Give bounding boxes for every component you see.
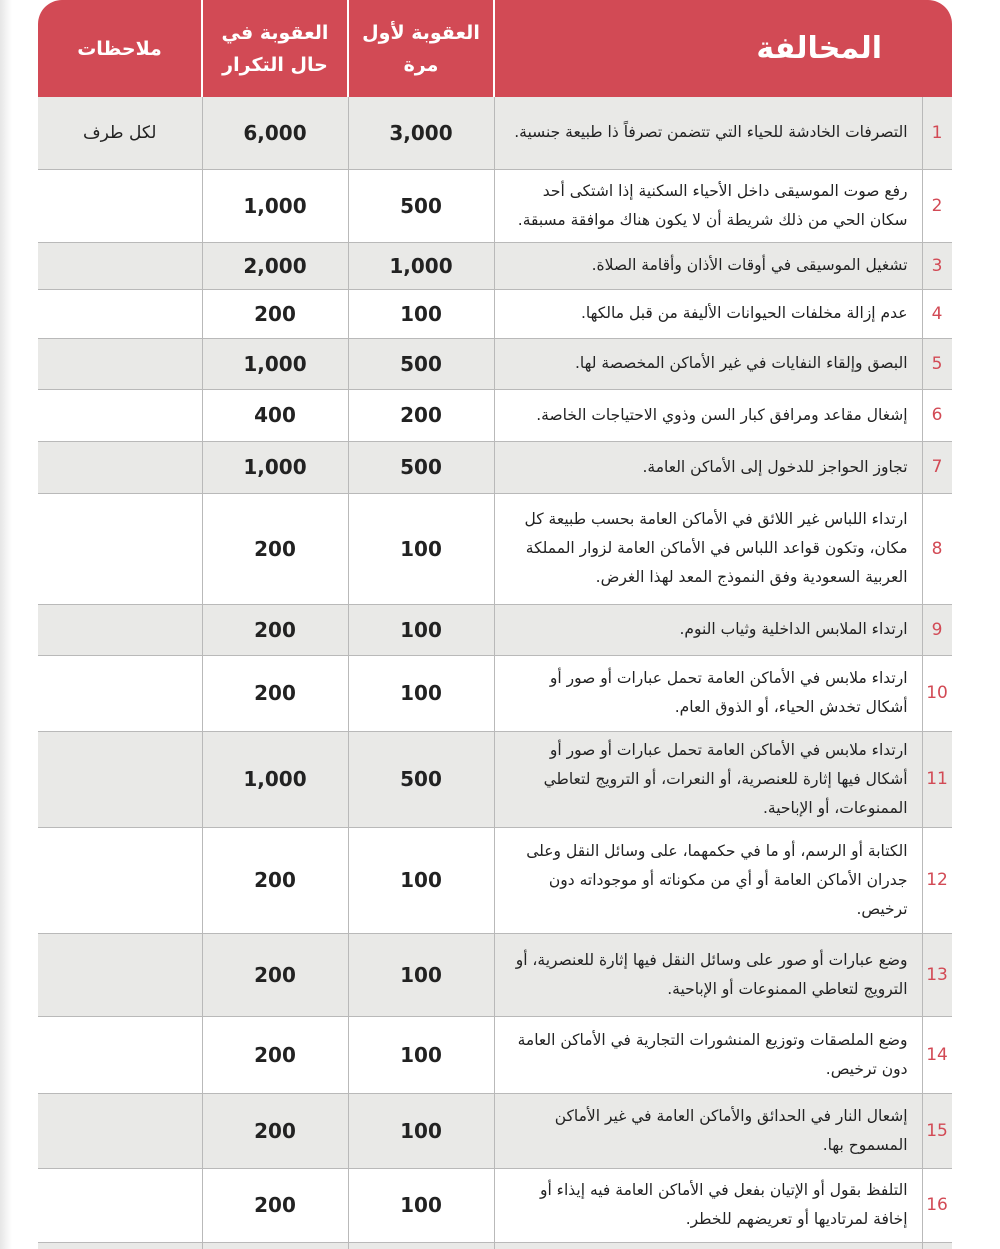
first-penalty-value: 500 <box>348 338 494 389</box>
table-row <box>38 1168 952 1242</box>
note-value <box>38 493 202 604</box>
first-penalty-value: 100 <box>348 827 494 933</box>
notes-header-label: ملاحظات <box>77 37 162 60</box>
notes-header <box>38 0 202 97</box>
row-number: 3 <box>922 242 952 289</box>
repeat-penalty-value: 1,000 <box>202 441 348 493</box>
row-number: 10 <box>922 655 952 731</box>
violation-text: ارتداء ملابس في الأماكن العامة تحمل عبارات أو صور أو أشكال تخدش الحياء، أو الذوق العام. <box>494 655 922 731</box>
note-value <box>38 169 202 242</box>
table-row <box>38 97 952 169</box>
repeat-penalty-value: 6,000 <box>202 97 348 169</box>
row-number: 7 <box>922 441 952 493</box>
violation-text: التلفظ بقول أو الإتيان بفعل في الأماكن العامة فيه إيذاء أو إخافة لمرتاديها أو تعريضهم للخطر. <box>494 1168 922 1242</box>
repeat-penalty-header-line2: حال التكرار <box>222 53 328 76</box>
row-number: 12 <box>922 827 952 933</box>
repeat-penalty-value: 200 <box>202 1016 348 1093</box>
note-value <box>38 731 202 827</box>
repeat-penalty-header-line1: العقوبة في <box>221 21 329 44</box>
first-penalty-value: 100 <box>348 1093 494 1168</box>
first-penalty-value: 100 <box>348 1168 494 1242</box>
first-penalty-header-line1: العقوبة لأول <box>362 21 480 44</box>
violation-text: إشعال النار في الحدائق والأماكن العامة في غير الأماكن المسموح بها. <box>494 1093 922 1168</box>
table-row <box>38 441 952 493</box>
first-penalty-header-line2: مرة <box>403 53 439 76</box>
violation-text: ارتداء اللباس غير اللائق في الأماكن العامة بحسب طبيعة كل مكان، وتكون قواعد اللباس في الأماكن العامة لزوار المملكة العربية السعودية وفق النموذج المعد لهذا الغرض. <box>494 493 922 604</box>
violation-text: ارتداء الملابس الداخلية وثياب النوم. <box>494 604 922 655</box>
table-row <box>38 338 952 389</box>
row-number: 6 <box>922 389 952 441</box>
table-row <box>38 242 952 289</box>
table-row <box>38 1093 952 1168</box>
violation-text: التصرفات الخادشة للحياء التي تتضمن تصرفاً ذا طبيعة جنسية. <box>494 97 922 169</box>
note-value <box>38 827 202 933</box>
violation-text: تشغيل الموسيقى في أوقات الأذان وأقامة الصلاة. <box>494 242 922 289</box>
row-number: 13 <box>922 933 952 1016</box>
table-row <box>38 1016 952 1093</box>
row-number: 8 <box>922 493 952 604</box>
row-number: 9 <box>922 604 952 655</box>
violation-text-empty <box>494 1242 922 1249</box>
note-value <box>38 1016 202 1093</box>
note-value <box>38 933 202 1016</box>
first-penalty-value: 1,000 <box>348 242 494 289</box>
penalties-table-container <box>38 0 952 1249</box>
first-penalty-header <box>348 0 494 97</box>
first-penalty-value: 100 <box>348 1016 494 1093</box>
note-value <box>38 441 202 493</box>
row-number: 4 <box>922 289 952 338</box>
repeat-penalty-value: 1,000 <box>202 169 348 242</box>
first-penalty-value: 100 <box>348 604 494 655</box>
table-row-partial <box>38 1242 952 1249</box>
note-value <box>38 389 202 441</box>
first-penalty-value: 500 <box>348 169 494 242</box>
note-value <box>38 1168 202 1242</box>
repeat-penalty-value: 200 <box>202 655 348 731</box>
first-penalty-value: 100 <box>348 933 494 1016</box>
row-number: 11 <box>922 731 952 827</box>
repeat-penalty-value: 200 <box>202 1093 348 1168</box>
violation-text: الكتابة أو الرسم، أو ما في حكمهما، على وسائل النقل وعلى جدران الأماكن العامة أو أي من مكوناته أو موجوداته دون ترخيص. <box>494 827 922 933</box>
note-value <box>38 338 202 389</box>
row-number: 15 <box>922 1093 952 1168</box>
table-row <box>38 604 952 655</box>
penalties-table <box>38 0 952 1249</box>
violation-header <box>494 0 952 97</box>
repeat-penalty-value: 2,000 <box>202 242 348 289</box>
violation-text: تجاوز الحواجز للدخول إلى الأماكن العامة. <box>494 441 922 493</box>
repeat-penalty-value: 200 <box>202 604 348 655</box>
violation-text: عدم إزالة مخلفات الحيوانات الأليفة من قبل مالكها. <box>494 289 922 338</box>
repeat-penalty-value: 200 <box>202 493 348 604</box>
note-value <box>38 242 202 289</box>
table-row <box>38 933 952 1016</box>
table-row <box>38 389 952 441</box>
table-row <box>38 493 952 604</box>
first-penalty-value: 100 <box>348 655 494 731</box>
note-value <box>38 604 202 655</box>
table-row <box>38 731 952 827</box>
note-empty <box>38 1242 202 1249</box>
repeat-penalty-value: 1,000 <box>202 731 348 827</box>
table-header <box>38 0 952 97</box>
table-body <box>38 97 952 1249</box>
first-penalty-value: 500 <box>348 441 494 493</box>
first-penalty-value: 500 <box>348 731 494 827</box>
first-penalty-value: 200 <box>348 389 494 441</box>
row-number: 14 <box>922 1016 952 1093</box>
row-number: 2 <box>922 169 952 242</box>
repeat-penalty-empty <box>202 1242 348 1249</box>
first-penalty-value: 100 <box>348 493 494 604</box>
repeat-penalty-header <box>202 0 348 97</box>
violation-header-label: المخالفة <box>756 30 883 66</box>
table-row <box>38 169 952 242</box>
page-edge-shadow <box>0 0 12 1249</box>
row-number: 5 <box>922 338 952 389</box>
violation-text: ارتداء ملابس في الأماكن العامة تحمل عبارات أو صور أو أشكال فيها إثارة للعنصرية، أو النعرات، أو الترويج لتعاطي الممنوعات، أو الإباحية. <box>494 731 922 827</box>
note-value <box>38 1093 202 1168</box>
row-number: 1 <box>922 97 952 169</box>
repeat-penalty-value: 200 <box>202 827 348 933</box>
first-penalty-value: 3,000 <box>348 97 494 169</box>
table-row <box>38 827 952 933</box>
row-number: 16 <box>922 1168 952 1242</box>
table-row <box>38 289 952 338</box>
repeat-penalty-value: 200 <box>202 289 348 338</box>
first-penalty-value: 100 <box>348 289 494 338</box>
repeat-penalty-value: 1,000 <box>202 338 348 389</box>
repeat-penalty-value: 200 <box>202 933 348 1016</box>
violation-text: إشغال مقاعد ومرافق كبار السن وذوي الاحتياجات الخاصة. <box>494 389 922 441</box>
violation-text: وضع الملصقات وتوزيع المنشورات التجارية في الأماكن العامة دون ترخيص. <box>494 1016 922 1093</box>
row-number-empty <box>922 1242 952 1249</box>
note-value <box>38 289 202 338</box>
note-value: لكل طرف <box>38 97 202 169</box>
violation-text: وضع عبارات أو صور على وسائل النقل فيها إثارة للعنصرية، أو الترويج لتعاطي الممنوعات أو الإباحية. <box>494 933 922 1016</box>
repeat-penalty-value: 200 <box>202 1168 348 1242</box>
repeat-penalty-value: 400 <box>202 389 348 441</box>
first-penalty-empty <box>348 1242 494 1249</box>
violation-text: رفع صوت الموسيقى داخل الأحياء السكنية إذا اشتكى أحد سكان الحي من ذلك شريطة أن لا يكون هناك موافقة مسبقة. <box>494 169 922 242</box>
violation-text: البصق وإلقاء النفايات في غير الأماكن المخصصة لها. <box>494 338 922 389</box>
table-row <box>38 655 952 731</box>
note-value <box>38 655 202 731</box>
